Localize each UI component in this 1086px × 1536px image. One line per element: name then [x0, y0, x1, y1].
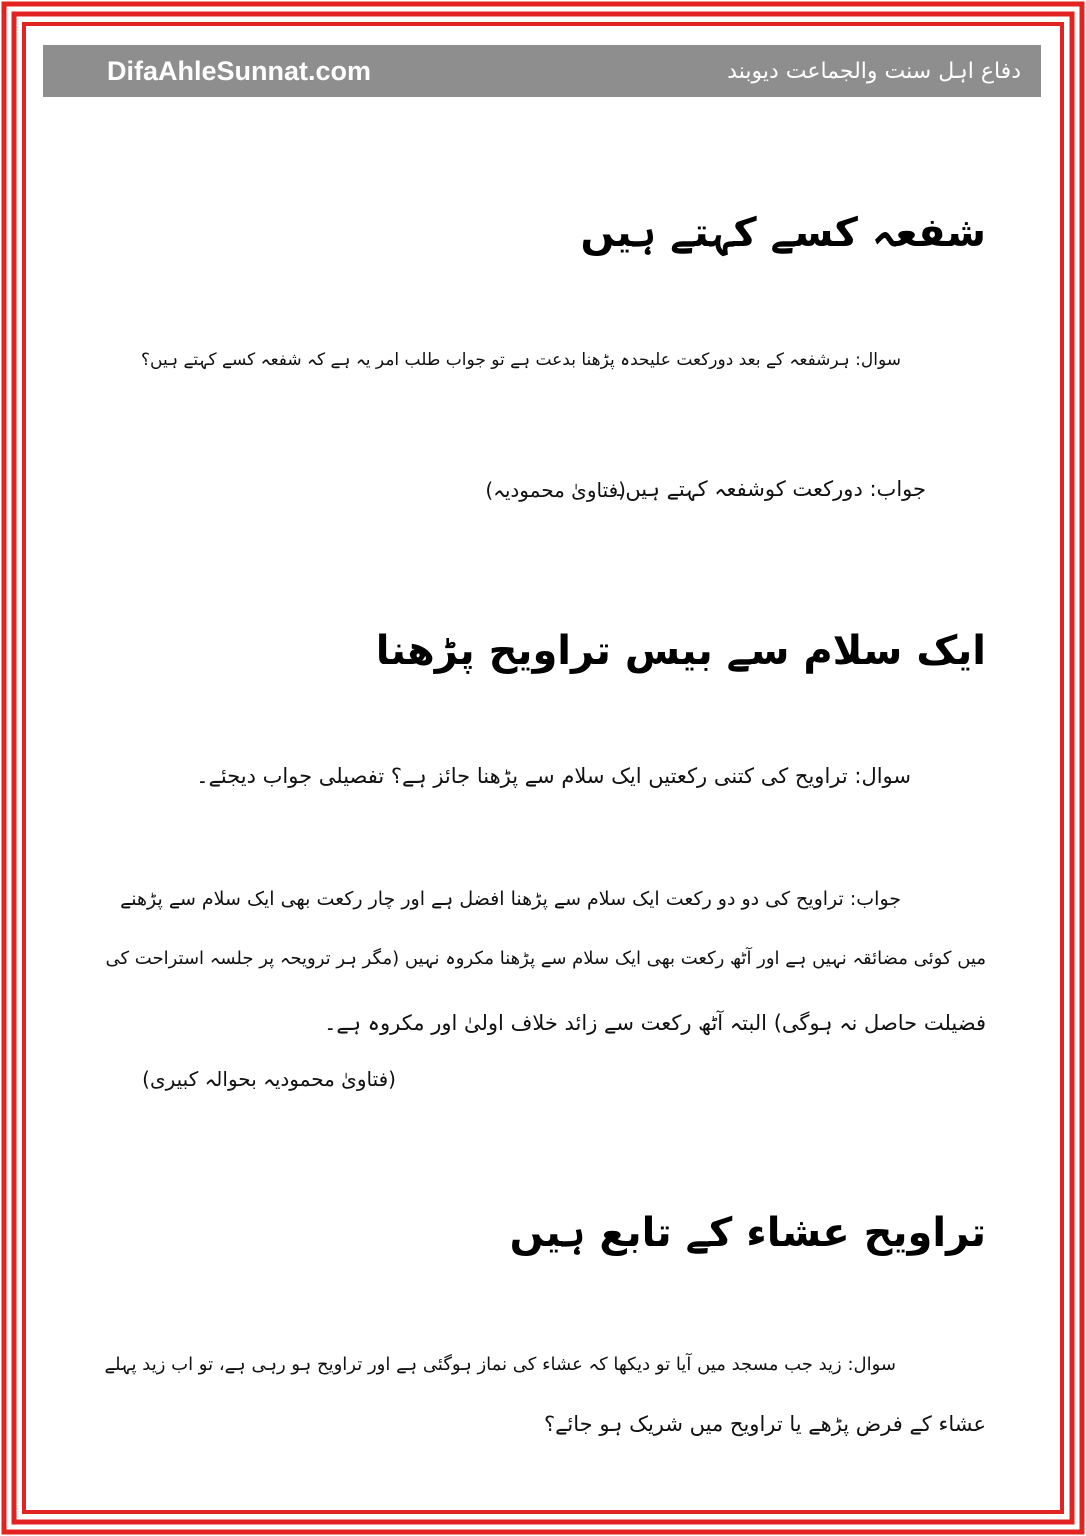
answer-shafa: جواب: دورکعت کوشفعہ کہتے ہیں۔ [613, 477, 926, 501]
question-taraweeh-line-1: سوال: زید جب مسجد میں آیا تو دیکھا کہ عشاء کی نماز ہوگئی ہے اور تراویح ہو رہی ہے، تو اب زید پہلے [104, 1354, 896, 1375]
section-heading-taraweeh-isha: تراویح عشاء کے تابع ہیں [509, 1210, 986, 1256]
website-name: DifaAhleSunnat.com [107, 55, 372, 86]
answer-line-2: میں کوئی مضائقہ نہیں ہے اور آٹھ رکعت بھی ایک سلام سے پڑھنا مکروہ نہیں (مگر ہر ترویحہ پر جلسہ استراحت کی [105, 948, 986, 969]
answer-line-3: فضیلت حاصل نہ ہوگی) البتہ آٹھ رکعت سے زائد خلاف اولیٰ اور مکروہ ہے۔ [324, 1011, 986, 1035]
reference-shafa: (فتاویٰ محمودیہ) [485, 478, 626, 502]
answer-line-1: جواب: تراویح کی دو دو رکعت ایک سلام سے پڑھنا افضل ہے اور چار رکعت بھی ایک سلام سے پڑھنے [120, 888, 901, 910]
header-banner [43, 45, 1041, 97]
organization-name: دفاع اہل سنت والجماعت دیوبند [727, 58, 1021, 84]
question-shafa: سوال: ہرشفعہ کے بعد دورکعت علیحدہ پڑھنا بدعت ہے تو جواب طلب امر یہ ہے کہ شفعہ کسے کہتے ہیں؟ [141, 350, 901, 370]
question-taraweeh-line-2: عشاء کے فرض پڑھے یا تراویح میں شریک ہو جائے؟ [543, 1412, 986, 1436]
section-heading-ek-salam: ایک سلام سے بیس تراویح پڑھنا [375, 628, 986, 674]
question-ek-salam: سوال: تراویح کی کتنی رکعتیں ایک سلام سے پڑھنا جائز ہے؟ تفصیلی جواب دیجئے۔ [196, 764, 911, 788]
section-heading-shafa: شفعہ کسے کہتے ہیں [580, 210, 986, 256]
reference-ek-salam: (فتاویٰ محمودیہ بحوالہ کبیری) [142, 1067, 396, 1091]
